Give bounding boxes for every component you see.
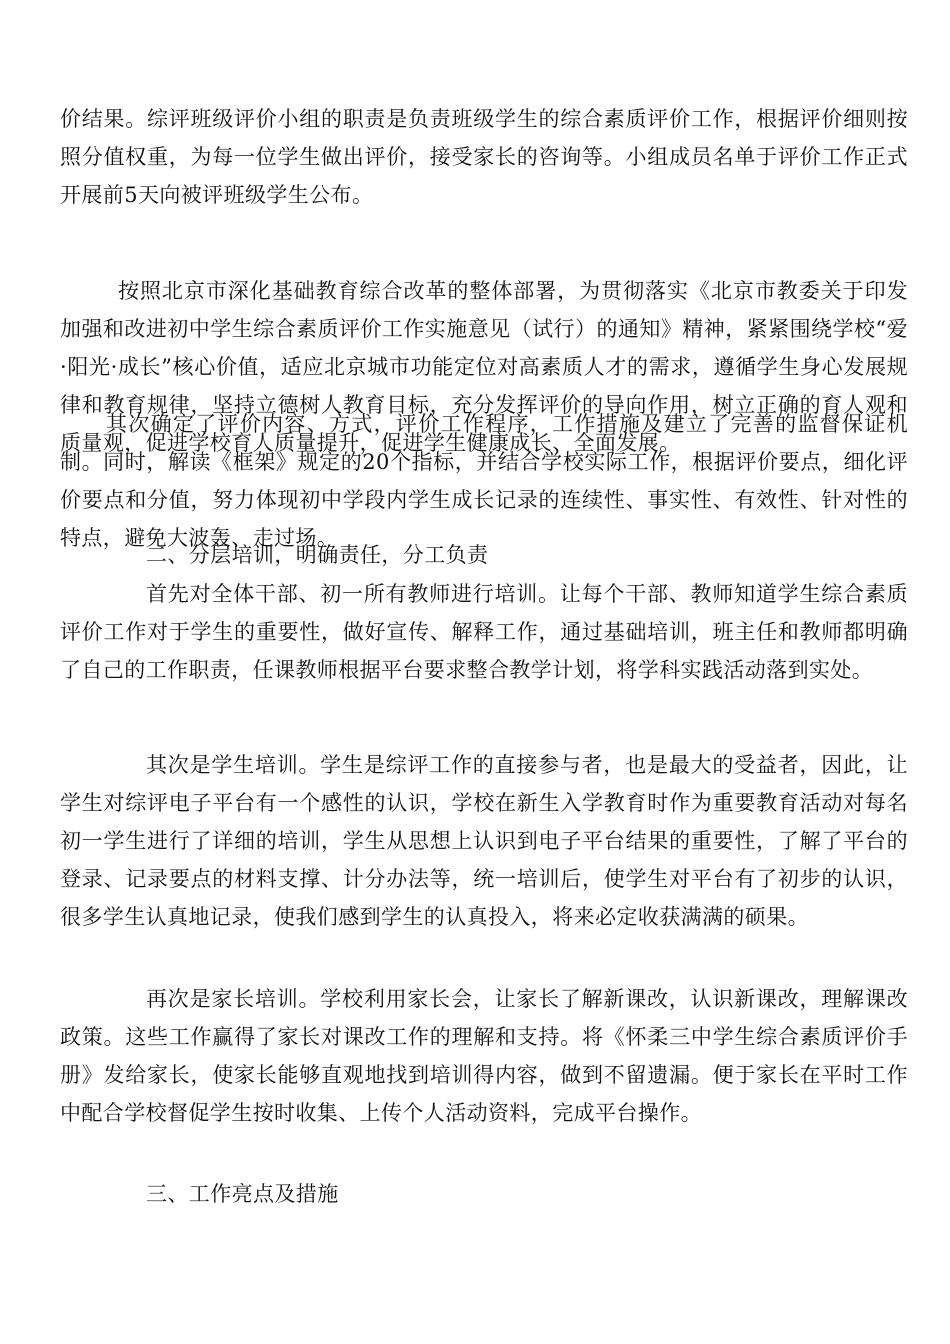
paragraph-parent-training: 再次是家长培训。学校利用家长会，让家长了解新课改，认识新课改，理解课改政策。这些工作赢得了家长对课改工作的理解和支持。将《怀柔三中学生综合素质评价手册》发给家长，使家长能够直观地找到培训得内容，做到不留遗漏。便于家长在平时工作中配合学校督促学生按时收集、上传个人活动资料，完成平台操作。	[60, 987, 908, 1125]
section-heading-highlights: 三、工作亮点及措施	[146, 1182, 339, 1206]
paragraph-teacher-training: 首先对全体干部、初一所有教师进行培训。让每个干部、教师知道学生综合素质评价工作对于学生的重要性，做好宣传、解释工作，通过基础培训，班主任和教师都明确了自己的工作职责，任课教师根据平台要求整合教学计划，将学科实践活动落到实处。	[60, 582, 908, 682]
section-heading-layered-training: 二、分层培训，明确责任，分工负责	[146, 543, 489, 567]
paragraph-evaluation-content: 其次确定了评价内容、方式，评价工作程序，工作措施及建立了完善的监督保证机制。同时，解读《框架》规定的20个指标，并结合学校实际工作，根据评价要点，细化评价要点和分值，努力体现初中学段内学生成长记录的连续性、事实性、有效性、针对性的特点，避免大波轰、走过场。	[60, 412, 908, 550]
paragraph-beijing-deployment: 按照北京市深化基础教育综合改革的整体部署，为贯彻落实《北京市教委关于印发加强和改进初中学生综合素质评价工作实施意见（试行）的通知》精神，紧紧围绕学校“爱·阳光·成长”核心价值，适应北京城市功能定位对高素质人才的需求，遵循学生身心发展规律和教育规律，坚持立德树人教育目标，充分发挥评价的导向作用，树立正确的育人观和质量观，促进学校育人质量提升，促进学生健康成长、全面发展。	[60, 279, 908, 455]
paragraph-evaluation-group: 价结果。综评班级评价小组的职责是负责班级学生的综合素质评价工作，根据评价细则按照分值权重，为每一位学生做出评价，接受家长的咨询等。小组成员名单于评价工作正式开展前5天向被评班级学生公布。	[60, 107, 908, 207]
paragraph-student-training: 其次是学生培训。学生是综评工作的直接参与者，也是最大的受益者，因此，让学生对综评电子平台有一个感性的认识，学校在新生入学教育时作为重要教育活动对每名初一学生进行了详细的培训，学生从思想上认识到电子平台结果的重要性，了解了平台的登录、记录要点的材料支撑、计分办法等，统一培训后，使学生对平台有了初步的认识，很多学生认真地记录，使我们感到学生的认真投入，将来必定收获满满的硕果。	[60, 753, 908, 929]
